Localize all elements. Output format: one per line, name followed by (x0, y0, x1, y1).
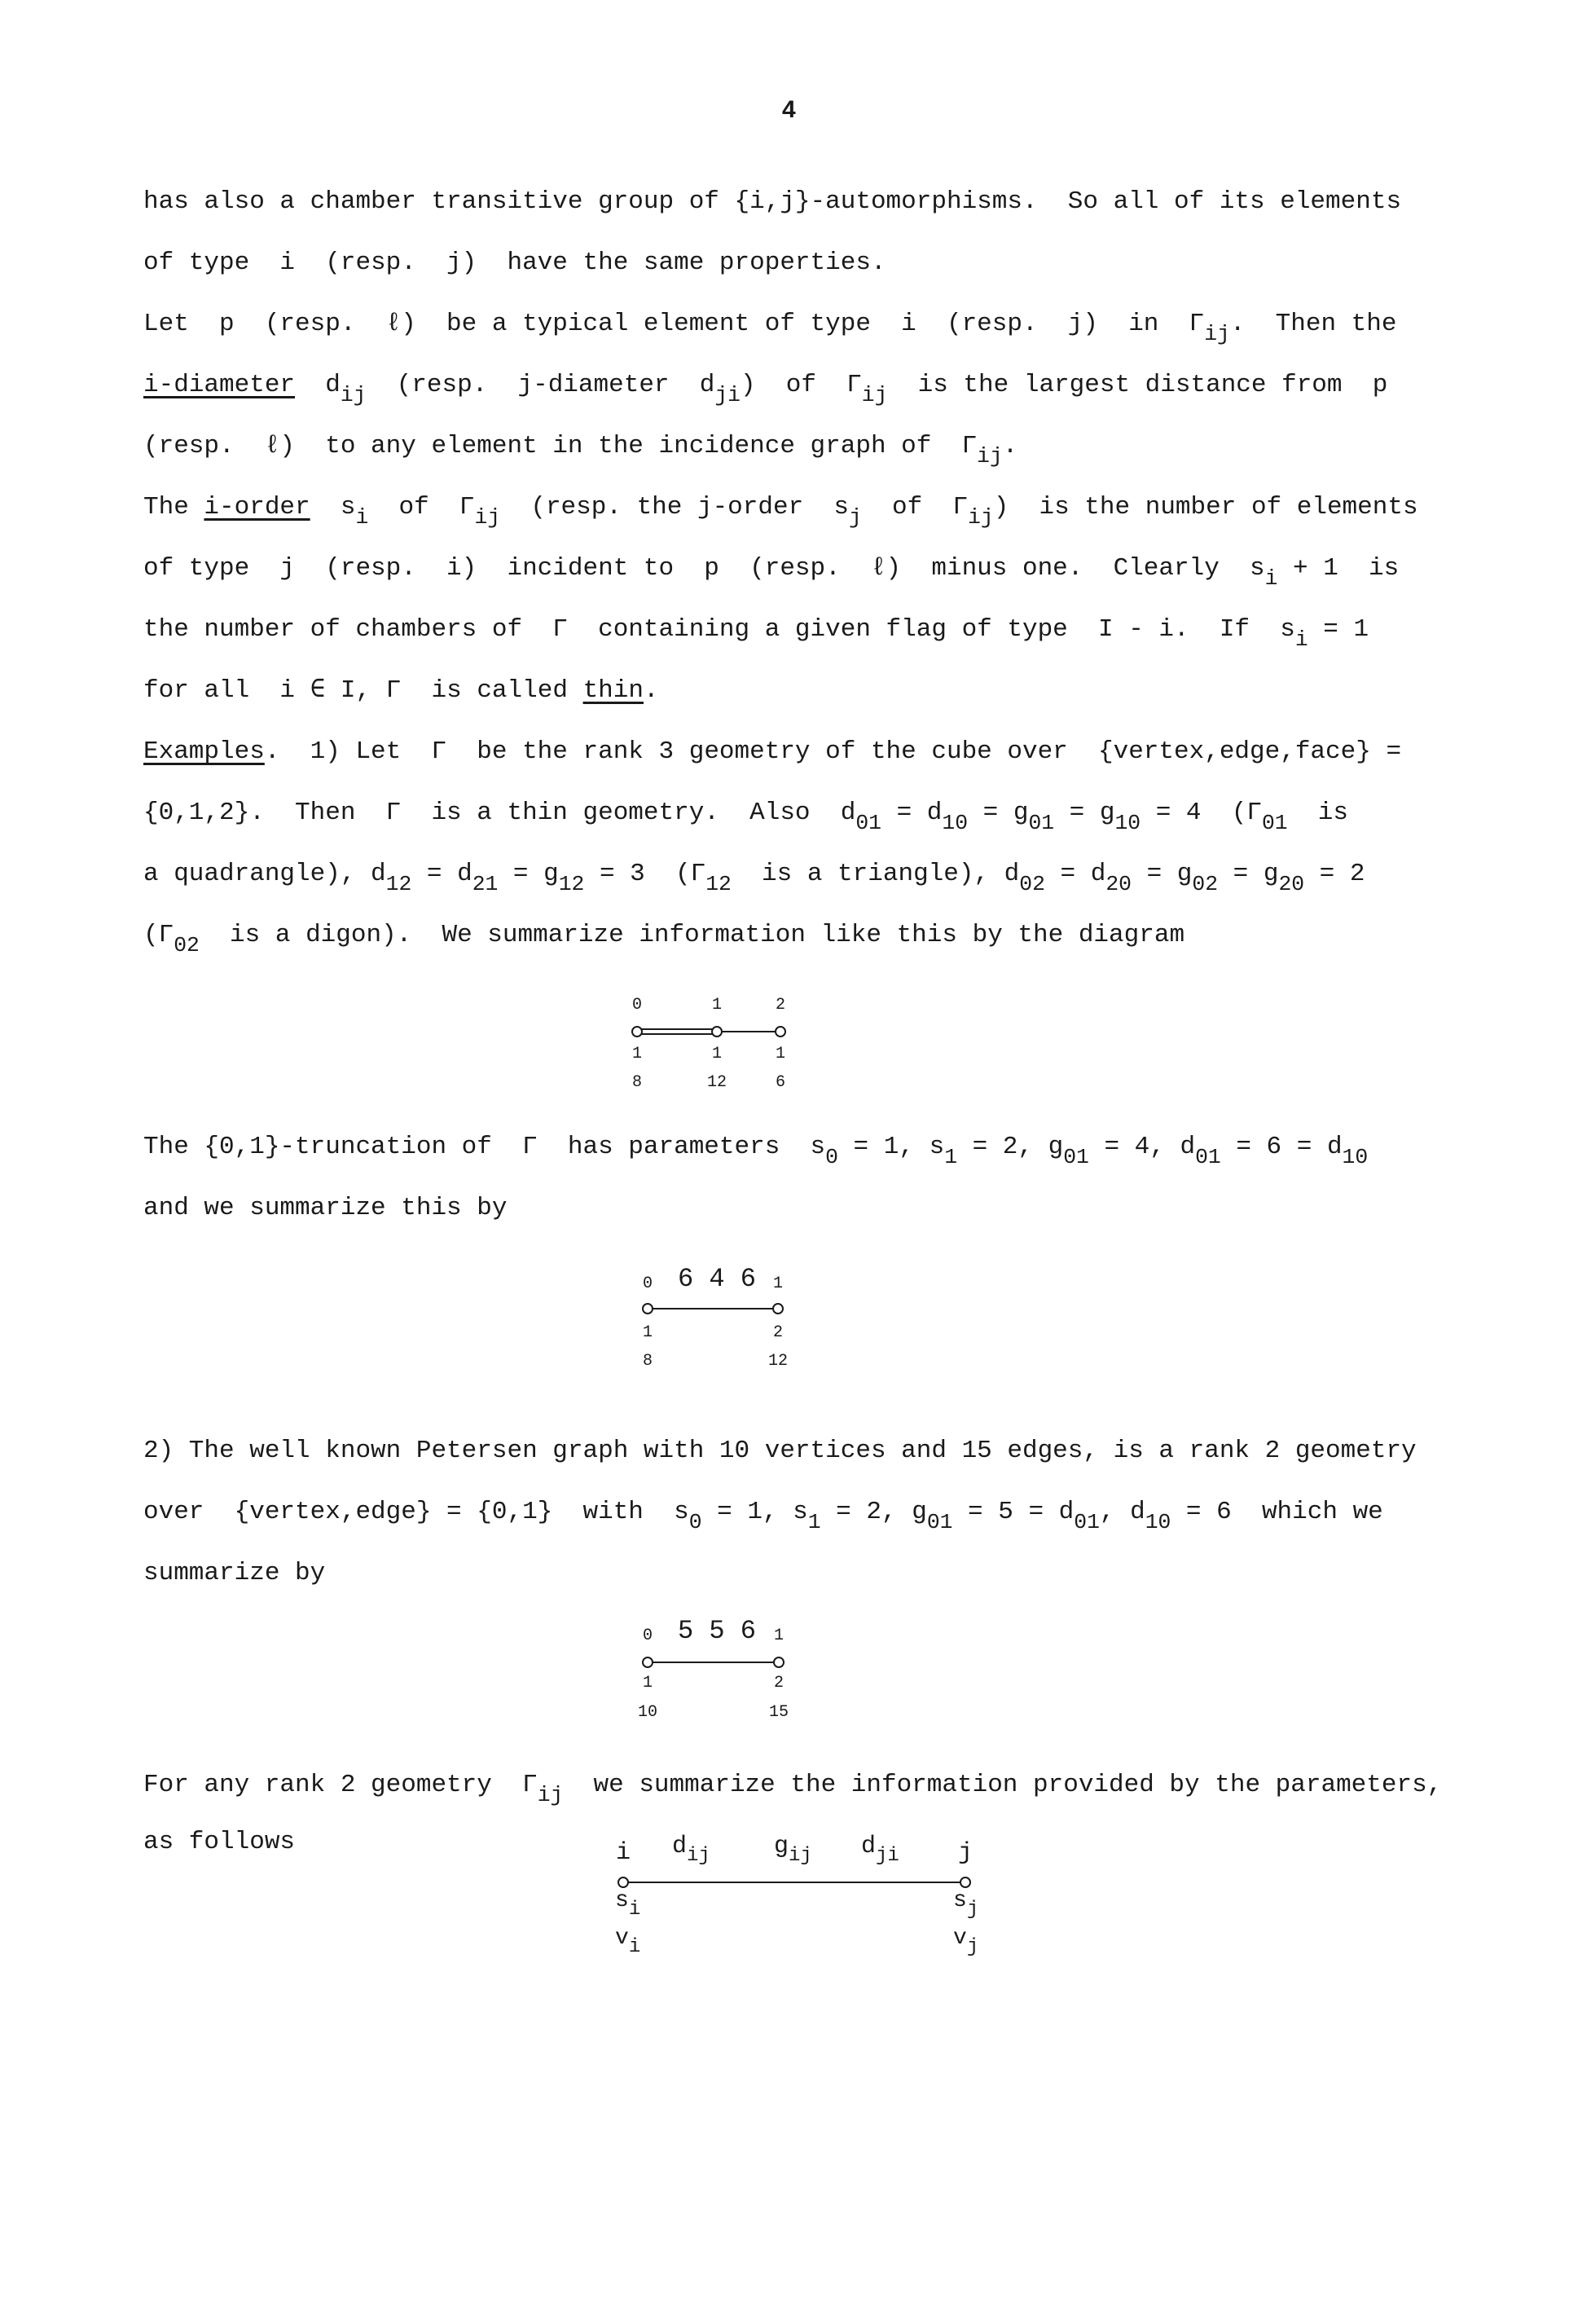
subscript: 20 (1278, 871, 1305, 896)
subscript: 02 (174, 932, 200, 957)
text-seg: = g (1054, 799, 1115, 827)
text-seg: = 5 = d (952, 1498, 1075, 1526)
term-i-order: i-order (204, 493, 310, 522)
text-line-15: and we summarize this by (143, 1194, 508, 1222)
text-line-18: summarize by (143, 1559, 326, 1587)
trunc-node-right (773, 1304, 783, 1314)
subscript: 21 (472, 871, 499, 896)
subscript: ij (537, 1782, 564, 1807)
diagram-truncation (639, 1255, 802, 1377)
text-seg: = 2 (1304, 860, 1365, 888)
gen-s-right (953, 1888, 978, 1921)
text-seg: is a digon). We summarize information like this by the diagram (199, 921, 1185, 949)
page-number: 4 (782, 96, 796, 123)
gen-g-ij-letter: g (774, 1833, 789, 1860)
text-seg: is the largest distance from p (887, 371, 1388, 399)
subscript: ij (861, 382, 888, 407)
gen-s-left-letter: s (615, 1888, 629, 1913)
pet-right-type: 1 (773, 1626, 785, 1645)
text-line-5 (143, 432, 1018, 469)
trunc-s-left: 1 (642, 1323, 653, 1342)
text-seg: The {0,1}-truncation of Γ has parameters s (143, 1133, 826, 1161)
text-seg: = 6 = d (1220, 1133, 1343, 1161)
text-seg: . (1002, 432, 1018, 460)
term-i-diameter: i-diameter (143, 371, 296, 399)
text-seg: = 1, s (837, 1133, 945, 1161)
text-line-8 (143, 615, 1369, 652)
text-seg: = 3 (Γ (584, 860, 706, 888)
heading-examples: Examples (143, 737, 265, 766)
gen-v-right-sub: j (966, 1936, 979, 1958)
node-0 (632, 1027, 642, 1037)
trunc-v-right: 12 (767, 1352, 789, 1371)
text-seg: + 1 is (1277, 554, 1400, 583)
subscript: 02 (1019, 871, 1045, 896)
gen-s-left (615, 1888, 640, 1921)
gen-d-ji-letter: d (861, 1833, 877, 1860)
gen-s-left-sub: i (628, 1899, 641, 1921)
trunc-params: 6 4 6 (677, 1264, 757, 1294)
cube-s-2: 1 (775, 1045, 786, 1063)
trunc-right-type: 1 (772, 1274, 784, 1293)
text-seg: = 4 (Γ (1141, 799, 1262, 827)
text-seg: we summarize the information provided by the parameters, (563, 1771, 1443, 1799)
trunc-node-left (643, 1304, 653, 1314)
text-seg: = g (1218, 860, 1279, 888)
pet-node-left (643, 1657, 653, 1667)
cube-v-0: 8 (631, 1073, 643, 1092)
text-seg: = g (968, 799, 1029, 827)
subscript: 1 (807, 1509, 821, 1534)
gen-d-ji (861, 1833, 899, 1867)
text-seg: The (143, 493, 204, 522)
trunc-left-type: 0 (642, 1274, 653, 1293)
pet-v-left: 10 (637, 1703, 658, 1722)
text-line-20: as follows (143, 1828, 296, 1856)
text-seg: over {vertex,edge} = {0,1} with s (143, 1498, 689, 1526)
text-seg: of Γ (861, 493, 969, 522)
gen-v-left (615, 1926, 640, 1958)
subscript: 12 (385, 871, 412, 896)
subscript: 01 (1028, 810, 1055, 835)
diagram-general (607, 1821, 998, 1968)
subscript: j (849, 504, 862, 530)
text-seg: . 1) Let Γ be the rank 3 geometry of the cube over {vertex,edge,face} = (264, 737, 1402, 766)
text-seg: (Γ (143, 921, 174, 949)
text-seg: . (643, 676, 659, 705)
trunc-v-left: 8 (642, 1352, 653, 1371)
text-seg: = 2, g (957, 1133, 1064, 1161)
text-line-2: of type i (resp. j) have the same properties. (143, 249, 886, 277)
text-line-1: has also a chamber transitive group of {i,j}-automorphisms. So all of its elements (143, 187, 1402, 216)
gen-v-right (953, 1926, 978, 1958)
subscript: 10 (1342, 1144, 1369, 1169)
subscript: 01 (926, 1509, 953, 1534)
text-line-19 (143, 1771, 1443, 1807)
text-line-7 (143, 554, 1400, 591)
subscript: 02 (1192, 871, 1219, 896)
gen-node-left (618, 1877, 628, 1887)
text-line-3 (143, 310, 1397, 346)
subscript: ij (1204, 321, 1230, 346)
text-seg: {0,1,2}. Then Γ is a thin geometry. Also d (143, 799, 856, 827)
text-seg: = 1 (1308, 615, 1369, 644)
text-seg: a quadrangle), d (143, 860, 386, 888)
cube-type-0: 0 (631, 996, 643, 1015)
gen-d-ji-sub: ji (876, 1845, 899, 1867)
text-seg: s (310, 493, 356, 522)
gen-left-type: i (615, 1839, 631, 1867)
subscript: 01 (1063, 1144, 1089, 1169)
subscript: 01 (855, 810, 881, 835)
text-seg: (resp. j-diameter d (366, 371, 715, 399)
trunc-s-right: 2 (772, 1323, 784, 1342)
term-thin: thin (582, 676, 644, 705)
text-seg: = g (498, 860, 559, 888)
text-seg: = d (411, 860, 472, 888)
diagram-cube (627, 993, 806, 1098)
text-seg: For any rank 2 geometry Γ (143, 1771, 538, 1799)
subscript: 20 (1105, 871, 1132, 896)
pet-s-right: 2 (773, 1674, 785, 1692)
text-line-9 (143, 678, 659, 703)
subscript: i (355, 504, 369, 530)
text-line-17 (143, 1498, 1383, 1534)
text-line-10 (143, 739, 1401, 764)
text-seg: = g (1131, 860, 1193, 888)
gen-s-right-sub: j (966, 1899, 979, 1921)
text-seg: . Then the (1229, 310, 1397, 338)
text-seg: for all i ∈ I, Γ is called (143, 676, 583, 705)
text-seg: is a triangle), d (731, 860, 1020, 888)
cube-s-0: 1 (631, 1045, 643, 1063)
gen-d-ij-letter: d (672, 1833, 688, 1860)
pet-node-right (774, 1657, 784, 1667)
cube-type-1: 1 (711, 996, 723, 1015)
text-line-11 (143, 799, 1348, 835)
node-1 (712, 1027, 722, 1037)
text-seg: d (295, 371, 341, 399)
gen-g-ij (774, 1833, 812, 1867)
pet-v-right: 15 (768, 1703, 789, 1722)
gen-v-left-sub: i (628, 1936, 641, 1958)
cube-v-1: 12 (706, 1073, 727, 1092)
subscript: i (1264, 566, 1278, 591)
subscript: 1 (944, 1144, 957, 1169)
text-seg: = 1, s (701, 1498, 808, 1526)
gen-v-right-letter: v (953, 1926, 967, 1951)
subscript: 01 (1261, 810, 1288, 835)
text-line-14 (143, 1133, 1369, 1169)
gen-right-type: j (957, 1839, 973, 1867)
text-seg: the number of chambers of Γ containing a given flag of type I - i. If s (143, 615, 1295, 644)
text-seg: = 2, g (820, 1498, 927, 1526)
text-seg: = 6 which we (1171, 1498, 1383, 1526)
subscript: 12 (558, 871, 585, 896)
gen-node-right (960, 1877, 970, 1887)
text-line-13 (143, 921, 1185, 957)
subscript: 0 (825, 1144, 838, 1169)
diagram-petersen (635, 1605, 806, 1728)
gen-s-right-letter: s (953, 1888, 967, 1913)
text-line-6 (143, 493, 1418, 530)
gen-g-ij-sub: ij (789, 1845, 812, 1867)
subscript: 0 (688, 1509, 702, 1534)
subscript: ij (474, 504, 501, 530)
text-seg: is (1287, 799, 1348, 827)
text-seg: = d (1044, 860, 1106, 888)
text-line-16: 2) The well known Petersen graph with 10 vertices and 15 edges, is a rank 2 geometry (143, 1437, 1417, 1465)
node-2 (776, 1027, 785, 1037)
gen-d-ij-sub: ij (687, 1845, 710, 1867)
subscript: 12 (705, 871, 732, 896)
text-seg: (resp. the j-order s (500, 493, 850, 522)
subscript: i (1294, 627, 1308, 652)
text-line-4 (143, 371, 1388, 407)
subscript: ji (714, 382, 741, 407)
cube-s-1: 1 (711, 1045, 723, 1063)
text-seg: ) is the number of elements (993, 493, 1418, 522)
subscript: ij (977, 443, 1003, 469)
subscript: 10 (942, 810, 969, 835)
subscript: 10 (1145, 1509, 1171, 1534)
pet-left-type: 0 (642, 1626, 653, 1645)
text-seg: = 4, d (1088, 1133, 1196, 1161)
text-line-12 (143, 860, 1365, 896)
text-seg: of type j (resp. i) incident to p (resp. ℓ) minus one. Clearly s (143, 554, 1265, 583)
gen-v-left-letter: v (615, 1926, 629, 1951)
text-seg: , d (1099, 1498, 1145, 1526)
text-seg: Let p (resp. ℓ) be a typical element of type i (resp. j) in Γ (143, 310, 1205, 338)
text-seg: ) of Γ (740, 371, 862, 399)
text-seg: of Γ (368, 493, 475, 522)
cube-type-2: 2 (775, 996, 786, 1015)
text-seg: = d (881, 799, 943, 827)
text-seg: (resp. ℓ) to any element in the incidence graph of Γ (143, 432, 978, 460)
subscript: ij (968, 504, 994, 530)
cube-v-2: 6 (775, 1073, 786, 1092)
subscript: ij (340, 382, 367, 407)
subscript: 01 (1195, 1144, 1221, 1169)
pet-s-left: 1 (642, 1674, 653, 1692)
subscript: 01 (1074, 1509, 1100, 1534)
pet-params: 5 5 6 (677, 1616, 757, 1646)
gen-d-ij (672, 1833, 710, 1867)
subscript: 10 (1114, 810, 1141, 835)
